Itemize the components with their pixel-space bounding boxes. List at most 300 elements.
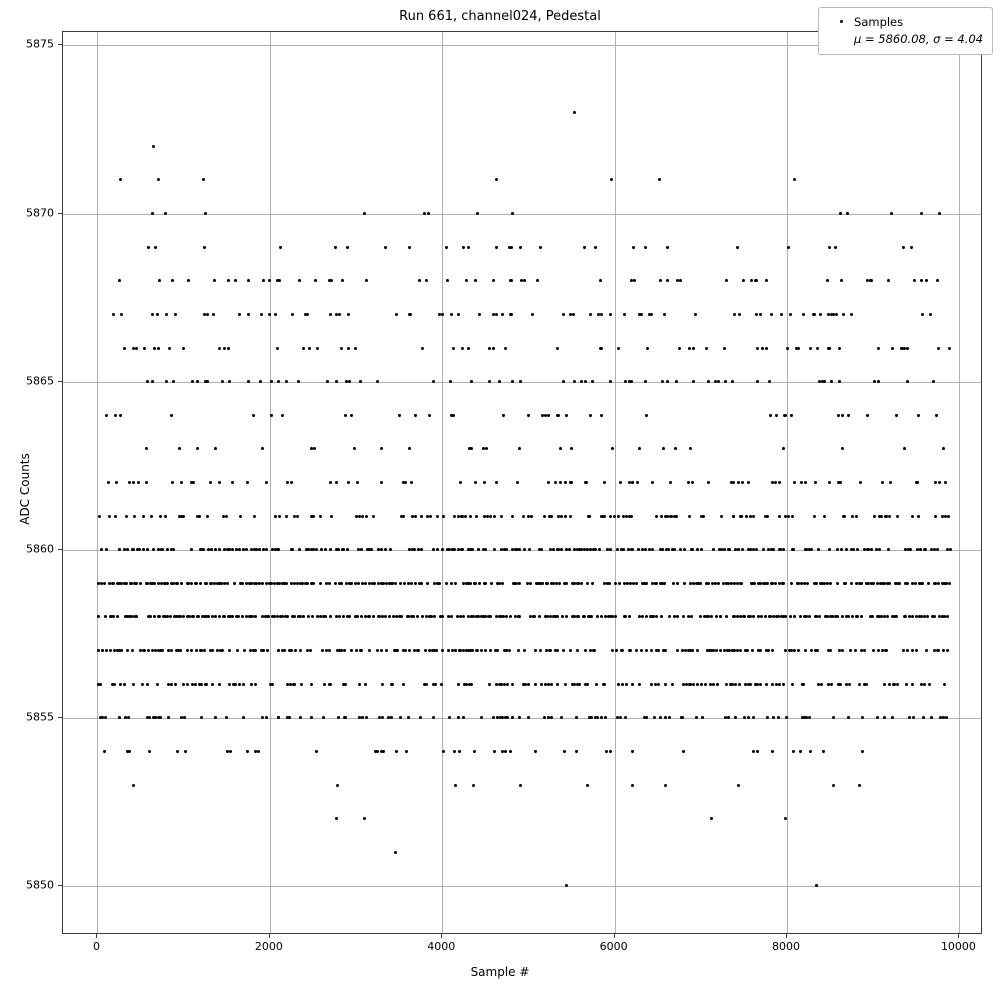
scatter-point bbox=[254, 683, 257, 686]
scatter-point bbox=[421, 615, 424, 618]
scatter-point bbox=[315, 548, 318, 551]
scatter-point bbox=[119, 414, 122, 417]
scatter-point bbox=[281, 414, 284, 417]
gridline-horizontal bbox=[63, 382, 981, 383]
scatter-point bbox=[843, 515, 846, 518]
scatter-point bbox=[655, 582, 658, 585]
scatter-point bbox=[700, 548, 703, 551]
scatter-point bbox=[484, 582, 487, 585]
scatter-point bbox=[828, 246, 831, 249]
scatter-point bbox=[290, 481, 293, 484]
scatter-point bbox=[306, 582, 309, 585]
scatter-point bbox=[836, 615, 839, 618]
scatter-point bbox=[323, 683, 326, 686]
scatter-point bbox=[683, 548, 686, 551]
scatter-point bbox=[112, 313, 115, 316]
gridline-horizontal bbox=[63, 886, 981, 887]
scatter-point bbox=[285, 582, 288, 585]
scatter-point bbox=[227, 347, 230, 350]
x-tick-label: 8000 bbox=[772, 940, 801, 953]
scatter-point bbox=[153, 347, 156, 350]
scatter-point bbox=[547, 481, 550, 484]
scatter-point bbox=[380, 548, 383, 551]
scatter-point bbox=[564, 481, 567, 484]
scatter-point bbox=[148, 716, 151, 719]
scatter-point bbox=[911, 615, 914, 618]
scatter-point bbox=[488, 347, 491, 350]
scatter-point bbox=[765, 279, 768, 282]
scatter-point bbox=[916, 481, 919, 484]
scatter-point bbox=[198, 515, 201, 518]
scatter-point bbox=[382, 750, 385, 753]
scatter-point bbox=[650, 649, 653, 652]
scatter-point bbox=[668, 615, 671, 618]
scatter-point bbox=[446, 279, 449, 282]
scatter-point bbox=[474, 279, 477, 282]
scatter-point bbox=[895, 414, 898, 417]
scatter-point bbox=[335, 313, 338, 316]
scatter-point bbox=[498, 380, 501, 383]
scatter-point bbox=[510, 279, 513, 282]
scatter-point bbox=[750, 279, 753, 282]
scatter-point bbox=[715, 615, 718, 618]
scatter-point bbox=[942, 649, 945, 652]
scatter-point bbox=[147, 246, 150, 249]
scatter-point bbox=[359, 380, 362, 383]
scatter-point bbox=[312, 582, 315, 585]
scatter-point bbox=[517, 649, 520, 652]
scatter-point bbox=[943, 683, 946, 686]
scatter-point bbox=[203, 246, 206, 249]
scatter-point bbox=[881, 481, 884, 484]
scatter-point bbox=[228, 380, 231, 383]
scatter-point bbox=[890, 212, 893, 215]
scatter-point bbox=[743, 716, 746, 719]
scatter-point bbox=[420, 515, 423, 518]
scatter-point bbox=[470, 683, 473, 686]
y-tickmark bbox=[58, 885, 62, 886]
scatter-point bbox=[787, 515, 790, 518]
scatter-point bbox=[624, 380, 627, 383]
scatter-point bbox=[938, 212, 941, 215]
scatter-point bbox=[942, 447, 945, 450]
scatter-point bbox=[617, 347, 620, 350]
scatter-point bbox=[476, 649, 479, 652]
scatter-point bbox=[631, 784, 634, 787]
scatter-point bbox=[678, 347, 681, 350]
scatter-point bbox=[640, 649, 643, 652]
scatter-point bbox=[681, 716, 684, 719]
scatter-point bbox=[268, 279, 271, 282]
scatter-point bbox=[921, 582, 924, 585]
scatter-point bbox=[629, 649, 632, 652]
scatter-point bbox=[457, 683, 460, 686]
scatter-point bbox=[467, 347, 470, 350]
scatter-point bbox=[888, 683, 891, 686]
scatter-dot-icon bbox=[840, 20, 843, 23]
scatter-point bbox=[876, 716, 879, 719]
scatter-point bbox=[541, 582, 544, 585]
scatter-point bbox=[125, 582, 128, 585]
scatter-point bbox=[152, 145, 155, 148]
scatter-point bbox=[204, 212, 207, 215]
scatter-point bbox=[816, 649, 819, 652]
scatter-point bbox=[221, 380, 224, 383]
scatter-point bbox=[847, 615, 850, 618]
scatter-point bbox=[595, 683, 598, 686]
scatter-point bbox=[470, 380, 473, 383]
scatter-point bbox=[593, 649, 596, 652]
scatter-point bbox=[365, 716, 368, 719]
scatter-point bbox=[699, 582, 702, 585]
scatter-point bbox=[596, 615, 599, 618]
x-tickmark bbox=[269, 934, 270, 938]
scatter-point bbox=[483, 481, 486, 484]
scatter-point bbox=[147, 649, 150, 652]
scatter-point bbox=[472, 784, 475, 787]
scatter-point bbox=[549, 649, 552, 652]
scatter-point bbox=[938, 481, 941, 484]
scatter-point bbox=[569, 515, 572, 518]
scatter-point bbox=[368, 649, 371, 652]
scatter-point bbox=[774, 582, 777, 585]
scatter-point bbox=[360, 649, 363, 652]
scatter-point bbox=[311, 615, 314, 618]
scatter-point bbox=[128, 750, 131, 753]
scatter-point bbox=[688, 515, 691, 518]
scatter-point bbox=[617, 515, 620, 518]
scatter-point bbox=[540, 548, 543, 551]
scatter-point bbox=[414, 582, 417, 585]
scatter-point bbox=[347, 481, 350, 484]
scatter-point bbox=[132, 548, 135, 551]
scatter-point bbox=[151, 212, 154, 215]
scatter-point bbox=[247, 313, 250, 316]
scatter-point bbox=[274, 313, 277, 316]
scatter-point bbox=[527, 716, 530, 719]
scatter-point bbox=[657, 649, 660, 652]
scatter-point bbox=[180, 582, 183, 585]
scatter-point bbox=[556, 347, 559, 350]
scatter-point bbox=[253, 515, 256, 518]
scatter-point bbox=[707, 481, 710, 484]
scatter-point bbox=[675, 515, 678, 518]
scatter-point bbox=[631, 683, 634, 686]
scatter-point bbox=[707, 380, 710, 383]
scatter-point bbox=[725, 683, 728, 686]
scatter-point bbox=[302, 615, 305, 618]
y-tick-label: 5855 bbox=[26, 710, 54, 724]
scatter-point bbox=[546, 582, 549, 585]
scatter-point bbox=[922, 716, 925, 719]
scatter-point bbox=[926, 615, 929, 618]
scatter-point bbox=[679, 279, 682, 282]
scatter-point bbox=[782, 582, 785, 585]
scatter-point bbox=[618, 582, 621, 585]
scatter-point bbox=[793, 178, 796, 181]
scatter-point bbox=[495, 683, 498, 686]
scatter-point bbox=[338, 615, 341, 618]
scatter-point bbox=[306, 649, 309, 652]
scatter-point bbox=[663, 582, 666, 585]
scatter-point bbox=[576, 649, 579, 652]
scatter-point bbox=[203, 649, 206, 652]
scatter-point bbox=[259, 380, 262, 383]
scatter-point bbox=[361, 716, 364, 719]
scatter-point bbox=[271, 683, 274, 686]
scatter-point bbox=[420, 582, 423, 585]
scatter-point bbox=[410, 582, 413, 585]
x-tickmark bbox=[958, 934, 959, 938]
scatter-point bbox=[410, 481, 413, 484]
scatter-point bbox=[262, 279, 265, 282]
scatter-point bbox=[459, 615, 462, 618]
scatter-point bbox=[278, 279, 281, 282]
scatter-point bbox=[146, 683, 149, 686]
scatter-point bbox=[589, 414, 592, 417]
scatter-point bbox=[528, 548, 531, 551]
scatter-point bbox=[676, 615, 679, 618]
scatter-point bbox=[159, 716, 162, 719]
scatter-point bbox=[617, 683, 620, 686]
y-tick-label: 5870 bbox=[26, 206, 54, 220]
scatter-point bbox=[470, 447, 473, 450]
x-tick-label: 10000 bbox=[940, 940, 976, 953]
scatter-point bbox=[363, 212, 366, 215]
scatter-point bbox=[165, 380, 168, 383]
scatter-point bbox=[152, 548, 155, 551]
scatter-point bbox=[316, 347, 319, 350]
scatter-point bbox=[905, 683, 908, 686]
scatter-point bbox=[645, 615, 648, 618]
scatter-point bbox=[668, 716, 671, 719]
scatter-point bbox=[290, 582, 293, 585]
scatter-point bbox=[661, 548, 664, 551]
scatter-point bbox=[870, 548, 873, 551]
scatter-point bbox=[736, 246, 739, 249]
scatter-point bbox=[611, 447, 614, 450]
scatter-point bbox=[340, 347, 343, 350]
scatter-point bbox=[883, 716, 886, 719]
scatter-point bbox=[485, 447, 488, 450]
scatter-point bbox=[623, 313, 626, 316]
scatter-point bbox=[691, 649, 694, 652]
scatter-point bbox=[701, 716, 704, 719]
scatter-point bbox=[414, 414, 417, 417]
scatter-point bbox=[943, 615, 946, 618]
scatter-point bbox=[802, 313, 805, 316]
scatter-point bbox=[877, 380, 880, 383]
scatter-point bbox=[823, 515, 826, 518]
scatter-point bbox=[611, 649, 614, 652]
scatter-point bbox=[120, 649, 123, 652]
scatter-point bbox=[329, 683, 332, 686]
scatter-point bbox=[690, 615, 693, 618]
scatter-point bbox=[651, 481, 654, 484]
scatter-point bbox=[529, 582, 532, 585]
scatter-point bbox=[771, 683, 774, 686]
scatter-point bbox=[148, 750, 151, 753]
scatter-point bbox=[135, 347, 138, 350]
scatter-point bbox=[920, 279, 923, 282]
scatter-point bbox=[586, 784, 589, 787]
scatter-point bbox=[802, 683, 805, 686]
scatter-point bbox=[141, 683, 144, 686]
scatter-point bbox=[641, 615, 644, 618]
scatter-point bbox=[786, 347, 789, 350]
scatter-point bbox=[764, 615, 767, 618]
scatter-point bbox=[657, 683, 660, 686]
scatter-point bbox=[830, 380, 833, 383]
scatter-point bbox=[127, 716, 130, 719]
y-tickmark bbox=[58, 549, 62, 550]
scatter-point bbox=[228, 649, 231, 652]
scatter-point bbox=[97, 649, 100, 652]
scatter-point bbox=[740, 515, 743, 518]
scatter-point bbox=[913, 279, 916, 282]
scatter-point bbox=[131, 649, 134, 652]
scatter-point bbox=[425, 683, 428, 686]
scatter-point bbox=[165, 313, 168, 316]
scatter-point bbox=[467, 246, 470, 249]
scatter-point bbox=[315, 750, 318, 753]
scatter-point bbox=[565, 582, 568, 585]
scatter-point bbox=[457, 313, 460, 316]
scatter-point bbox=[818, 615, 821, 618]
scatter-point bbox=[417, 649, 420, 652]
scatter-point bbox=[715, 649, 718, 652]
scatter-point bbox=[610, 178, 613, 181]
scatter-point bbox=[350, 582, 353, 585]
scatter-point bbox=[384, 615, 387, 618]
scatter-point bbox=[552, 548, 555, 551]
scatter-point bbox=[276, 347, 279, 350]
scatter-point bbox=[138, 548, 141, 551]
scatter-point bbox=[765, 347, 768, 350]
scatter-point bbox=[115, 481, 118, 484]
scatter-point bbox=[789, 615, 792, 618]
scatter-point bbox=[659, 716, 662, 719]
scatter-point bbox=[329, 615, 332, 618]
scatter-point bbox=[112, 615, 115, 618]
scatter-point bbox=[797, 347, 800, 350]
x-tick-label: 0 bbox=[92, 940, 100, 953]
scatter-point bbox=[838, 380, 841, 383]
scatter-point bbox=[202, 548, 205, 551]
scatter-point bbox=[145, 447, 148, 450]
scatter-point bbox=[756, 380, 759, 383]
scatter-point bbox=[464, 515, 467, 518]
scatter-point bbox=[462, 716, 465, 719]
scatter-point bbox=[344, 683, 347, 686]
scatter-point bbox=[158, 279, 161, 282]
scatter-point bbox=[429, 515, 432, 518]
scatter-point bbox=[609, 313, 612, 316]
scatter-point bbox=[489, 515, 492, 518]
scatter-point bbox=[471, 548, 474, 551]
scatter-point bbox=[914, 582, 917, 585]
scatter-point bbox=[919, 548, 922, 551]
scatter-point bbox=[850, 582, 853, 585]
scatter-point bbox=[174, 313, 177, 316]
scatter-point bbox=[450, 313, 453, 316]
scatter-point bbox=[630, 380, 633, 383]
scatter-point bbox=[550, 683, 553, 686]
scatter-point bbox=[423, 212, 426, 215]
scatter-point bbox=[126, 548, 129, 551]
scatter-point bbox=[511, 683, 514, 686]
scatter-point bbox=[388, 615, 391, 618]
scatter-point bbox=[462, 615, 465, 618]
scatter-point bbox=[793, 649, 796, 652]
scatter-point bbox=[296, 515, 299, 518]
x-tick-label: 4000 bbox=[427, 940, 456, 953]
scatter-point bbox=[692, 683, 695, 686]
scatter-point bbox=[166, 548, 169, 551]
scatter-point bbox=[461, 347, 464, 350]
scatter-point bbox=[847, 414, 850, 417]
scatter-point bbox=[937, 582, 940, 585]
scatter-point bbox=[835, 313, 838, 316]
scatter-point bbox=[342, 548, 345, 551]
scatter-point bbox=[887, 279, 890, 282]
gridline-horizontal bbox=[63, 214, 981, 215]
scatter-point bbox=[182, 347, 185, 350]
scatter-point bbox=[450, 615, 453, 618]
scatter-point bbox=[212, 313, 215, 316]
scatter-point bbox=[624, 716, 627, 719]
scatter-point bbox=[286, 615, 289, 618]
scatter-point bbox=[190, 582, 193, 585]
scatter-point bbox=[846, 212, 849, 215]
scatter-point bbox=[694, 313, 697, 316]
scatter-point bbox=[394, 582, 397, 585]
scatter-point bbox=[104, 615, 107, 618]
scatter-point bbox=[196, 447, 199, 450]
scatter-point bbox=[373, 582, 376, 585]
scatter-point bbox=[791, 515, 794, 518]
scatter-point bbox=[118, 716, 121, 719]
scatter-point bbox=[298, 548, 301, 551]
scatter-point bbox=[436, 548, 439, 551]
scatter-point bbox=[509, 750, 512, 753]
scatter-point bbox=[265, 716, 268, 719]
scatter-point bbox=[404, 649, 407, 652]
scatter-point bbox=[609, 548, 612, 551]
scatter-point bbox=[226, 582, 229, 585]
scatter-point bbox=[197, 615, 200, 618]
scatter-point bbox=[237, 615, 240, 618]
scatter-point bbox=[660, 615, 663, 618]
scatter-point bbox=[675, 380, 678, 383]
scatter-point bbox=[828, 481, 831, 484]
scatter-point bbox=[838, 347, 841, 350]
scatter-point bbox=[384, 548, 387, 551]
scatter-point bbox=[234, 683, 237, 686]
scatter-point bbox=[717, 380, 720, 383]
scatter-point bbox=[603, 515, 606, 518]
scatter-point bbox=[915, 649, 918, 652]
scatter-point bbox=[734, 683, 737, 686]
scatter-point bbox=[645, 582, 648, 585]
scatter-point bbox=[142, 548, 145, 551]
scatter-point bbox=[759, 683, 762, 686]
scatter-point bbox=[646, 347, 649, 350]
scatter-point bbox=[682, 615, 685, 618]
scatter-point bbox=[561, 615, 564, 618]
scatter-point bbox=[354, 347, 357, 350]
scatter-point bbox=[432, 716, 435, 719]
